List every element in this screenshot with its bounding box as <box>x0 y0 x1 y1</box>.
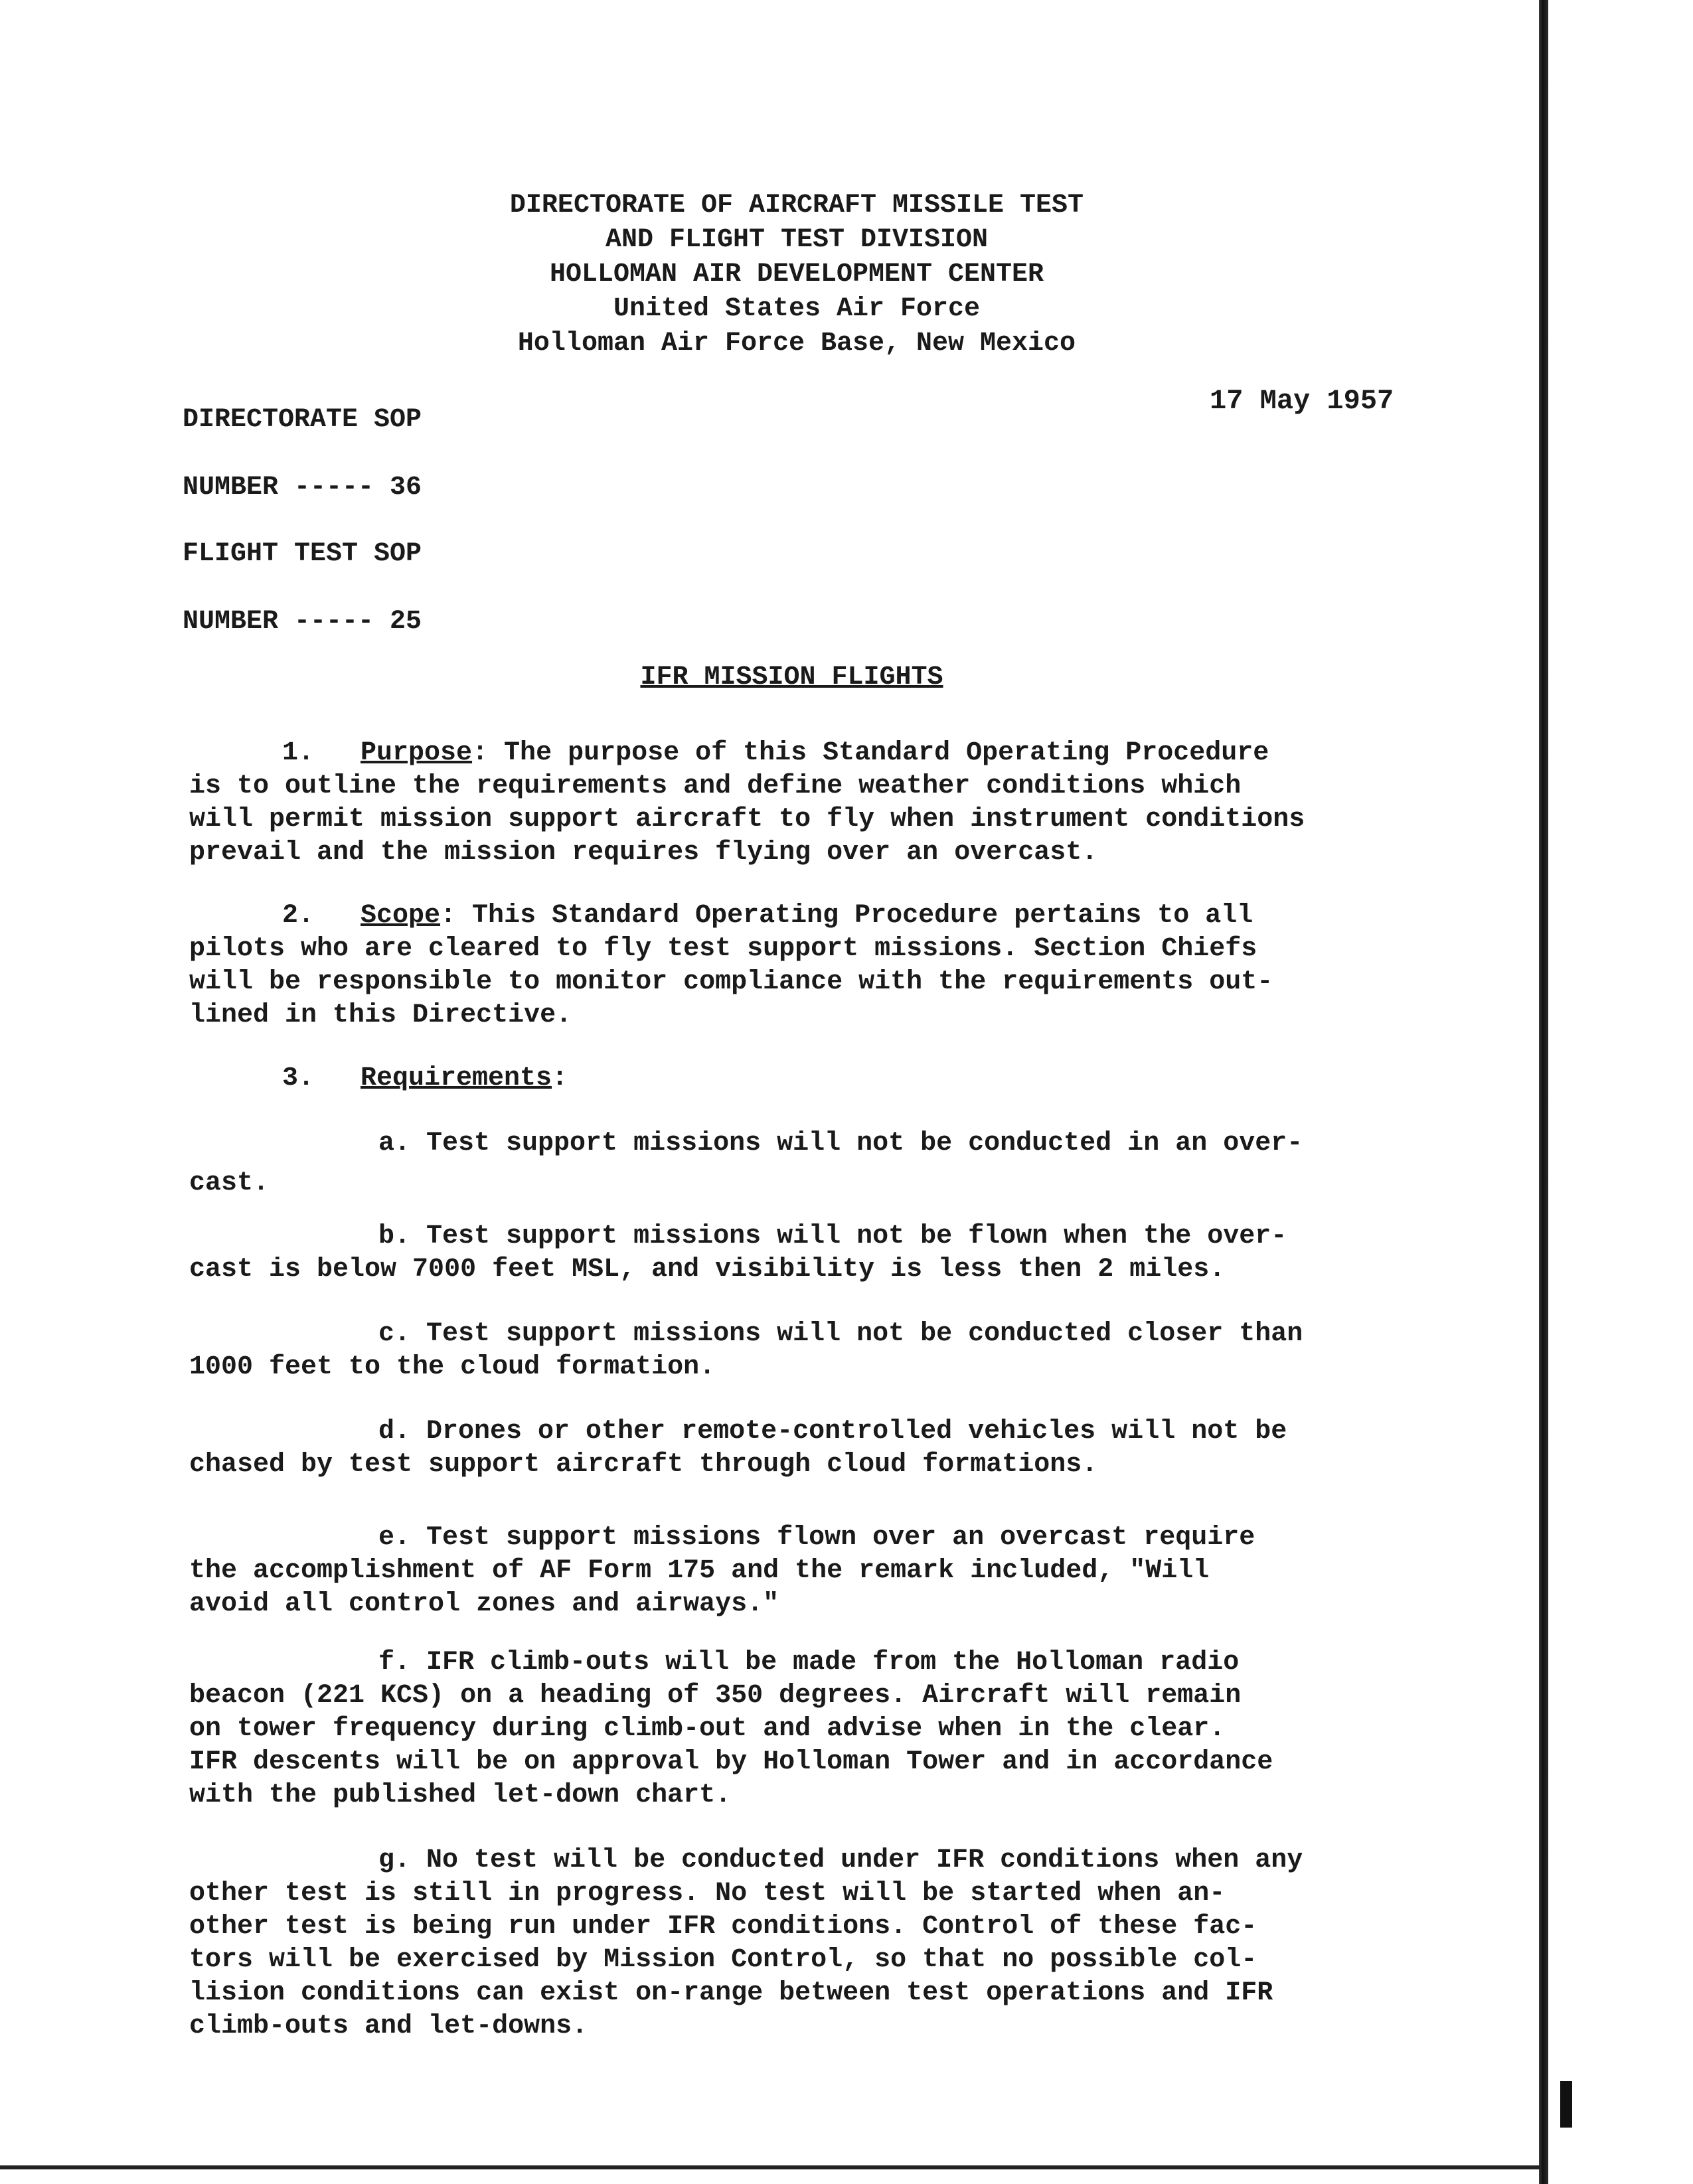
requirement-f-line-5: with the published let-down chart. <box>189 1780 732 1810</box>
scope-text-1: : This Standard Operating Procedure pertains to all <box>440 901 1253 931</box>
requirement-c <box>189 1318 1464 1384</box>
requirement-b <box>189 1220 1464 1287</box>
section-scope <box>189 899 1464 1032</box>
requirements-number: 3. <box>282 1063 315 1093</box>
requirements-label: Requirements <box>361 1063 552 1093</box>
requirement-g-line-3: other test is being run under IFR conditions. Control of these fac- <box>189 1912 1257 1942</box>
requirement-a-line-1 <box>189 1127 1464 1160</box>
requirement-c-line-1 <box>189 1318 1464 1351</box>
requirement-b-text-1: b. Test support missions will not be flown when the over- <box>378 1221 1287 1251</box>
requirement-c-line-2: 1000 feet to the cloud formation. <box>189 1352 716 1382</box>
scope-number: 2. <box>282 901 315 931</box>
scope-line-4: lined in this Directive. <box>189 1000 572 1030</box>
requirement-f <box>189 1646 1464 1812</box>
requirement-c-text-1: c. Test support missions will not be conducted closer than <box>378 1319 1303 1349</box>
requirement-a-line-2: cast. <box>189 1168 270 1198</box>
flight-test-sop-label: FLIGHT TEST SOP <box>183 539 422 569</box>
purpose-line-1 <box>189 737 1464 770</box>
scope-line-2: pilots who are cleared to fly test support missions. Section Chiefs <box>189 934 1257 964</box>
requirement-g-line-1 <box>189 1844 1464 1877</box>
requirement-b-line-2: cast is below 7000 feet MSL, and visibility is less then 2 miles. <box>189 1255 1226 1285</box>
page-bottom-line <box>0 2165 1540 2169</box>
document-date: 17 May 1957 <box>1210 385 1394 417</box>
requirements-colon: : <box>552 1063 568 1093</box>
requirement-f-line-3: on tower frequency during climb-out and advise when in the clear. <box>189 1714 1226 1744</box>
requirement-e <box>189 1521 1464 1621</box>
purpose-line-4: prevail and the mission requires flying over an overcast. <box>189 838 1098 868</box>
section-purpose <box>189 737 1464 870</box>
requirement-d <box>189 1415 1464 1482</box>
letterhead-line-5: Holloman Air Force Base, New Mexico <box>517 329 1076 358</box>
requirement-g-text-1: g. No test will be conducted under IFR conditions when any <box>378 1845 1303 1875</box>
document-title: IFR MISSION FLIGHTS <box>640 663 943 692</box>
requirement-b-line-1 <box>189 1220 1464 1253</box>
letterhead <box>398 189 1195 361</box>
requirement-d-text-1: d. Drones or other remote-controlled vehicles will not be <box>378 1417 1287 1446</box>
requirement-f-line-4: IFR descents will be on approval by Holloman Tower and in accordance <box>189 1747 1273 1777</box>
requirement-a-text-1: a. Test support missions will not be conducted in an over- <box>378 1129 1303 1158</box>
requirements-heading <box>189 1062 1464 1095</box>
scope-line-1 <box>189 899 1464 933</box>
requirement-d-line-2: chased by test support aircraft through cloud formations. <box>189 1450 1098 1480</box>
requirement-e-line-3: avoid all control zones and airways." <box>189 1589 779 1619</box>
page-edge-right <box>1539 0 1548 2184</box>
requirement-f-text-1: f. IFR climb-outs will be made from the Holloman radio <box>378 1648 1240 1677</box>
purpose-text-1: : The purpose of this Standard Operating Procedure <box>472 738 1269 768</box>
requirement-e-line-2: the accomplishment of AF Form 175 and the remark included, "Will <box>189 1556 1210 1586</box>
purpose-line-3: will permit mission support aircraft to fly when instrument conditions <box>189 805 1305 834</box>
flight-test-sop-number: NUMBER ----- 25 <box>183 607 422 637</box>
letterhead-line-3: HOLLOMAN AIR DEVELOPMENT CENTER <box>549 260 1044 289</box>
page-edge-mark <box>1560 2081 1572 2128</box>
requirement-e-line-1 <box>189 1521 1464 1555</box>
requirement-g-line-6: climb-outs and let-downs. <box>189 2011 588 2041</box>
requirement-a <box>189 1127 1464 1200</box>
requirement-g-line-2: other test is still in progress. No test will be started when an- <box>189 1879 1226 1909</box>
requirement-g-line-4: tors will be exercised by Mission Control, so that no possible col- <box>189 1945 1257 1975</box>
letterhead-line-4: United States Air Force <box>613 294 981 324</box>
requirement-f-line-1 <box>189 1646 1464 1679</box>
requirement-g-line-5: lision conditions can exist on-range between test operations and IFR <box>189 1978 1273 2008</box>
directorate-sop-label: DIRECTORATE SOP <box>183 405 422 435</box>
section-requirements <box>189 1062 1464 1095</box>
purpose-line-2: is to outline the requirements and define weather conditions which <box>189 771 1242 801</box>
letterhead-line-2: AND FLIGHT TEST DIVISION <box>605 225 989 255</box>
letterhead-line-1: DIRECTORATE OF AIRCRAFT MISSILE TEST <box>509 191 1084 220</box>
scope-label: Scope <box>361 901 441 931</box>
directorate-sop-number: NUMBER ----- 36 <box>183 473 422 503</box>
scope-line-3: will be responsible to monitor compliance with the requirements out- <box>189 967 1273 997</box>
purpose-label: Purpose <box>361 738 473 768</box>
requirement-d-line-1 <box>189 1415 1464 1448</box>
requirement-g <box>189 1844 1464 2043</box>
requirement-f-line-2: beacon (221 KCS) on a heading of 350 degrees. Aircraft will remain <box>189 1681 1242 1711</box>
purpose-number: 1. <box>282 738 315 768</box>
requirement-e-text-1: e. Test support missions flown over an overcast require <box>378 1523 1255 1553</box>
